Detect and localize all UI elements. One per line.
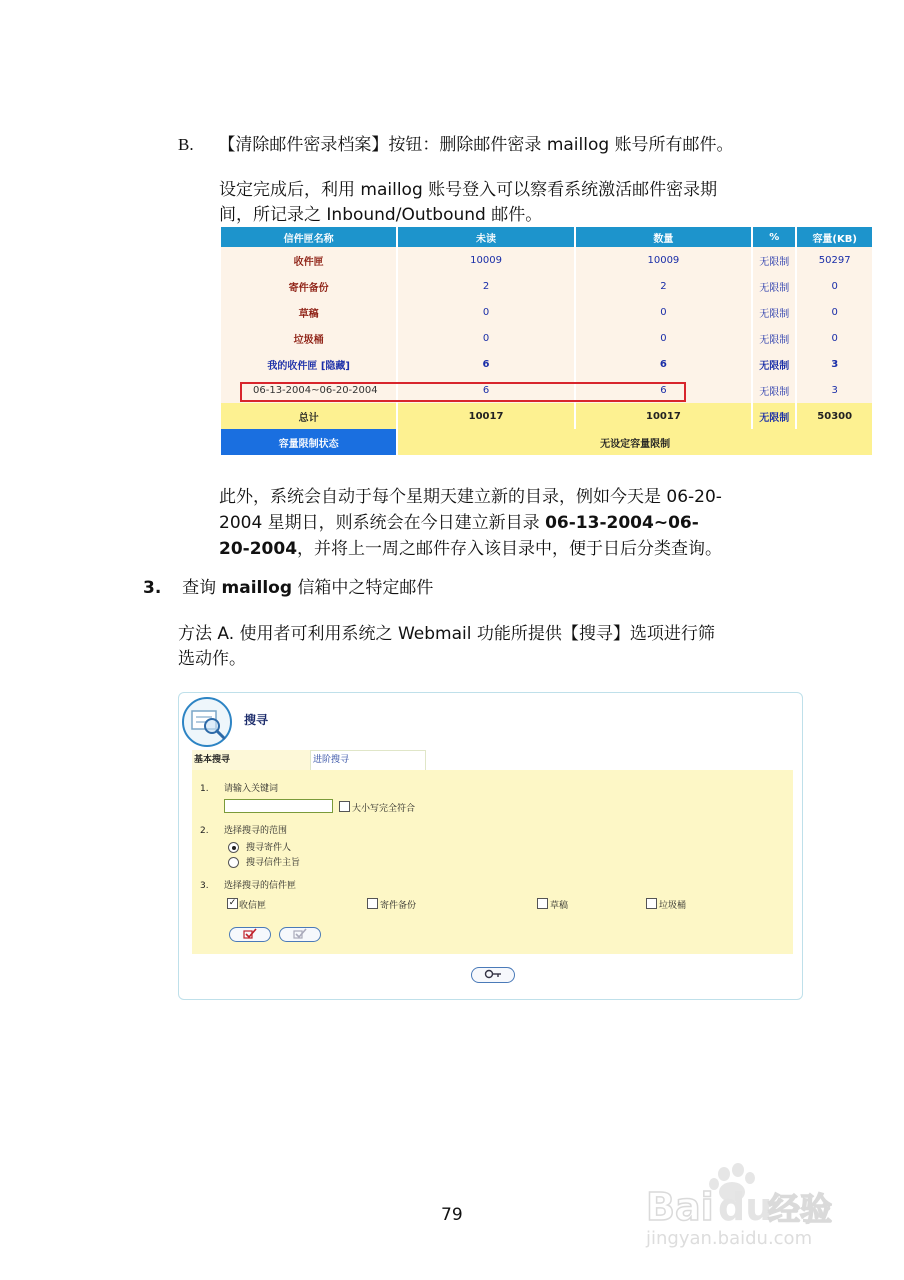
intro-text-end: 账号登入可以察看系统激活邮件密录期 (428, 180, 718, 200)
section-3-text-end: 信箱中之特定邮件 (297, 578, 434, 598)
method-a-line-2: 选动作。 (178, 649, 246, 669)
svg-text:经验: 经验 (768, 1190, 833, 1228)
search-title: 搜寻 (244, 713, 269, 727)
table-row (221, 299, 872, 325)
auto-folder-line-1: 此外，系统会自动于每个星期天建立新的目录，例如今天是 06-20- (219, 487, 722, 507)
section-3-number: 3. (143, 578, 162, 598)
folder-label-inbox: 收信匣 (239, 901, 267, 911)
highlight-box (240, 382, 686, 402)
percent-cell: 无限制 (753, 377, 795, 403)
step-2-label: 选择搜寻的范围 (224, 826, 288, 836)
svg-text:du: du (718, 1185, 773, 1229)
folder-label-trash: 垃圾桶 (659, 901, 687, 911)
svg-text:Bai: Bai (646, 1185, 714, 1229)
step-1-label: 请输入关键词 (224, 784, 279, 794)
table-row (221, 273, 872, 299)
uncheck-all-icon (293, 928, 307, 940)
folder-label-sent: 寄件备份 (380, 901, 417, 911)
col-header-size: 容量(KB) (797, 227, 872, 247)
method-a-line-1: 方法 A. 使用者可利用系统之 Webmail 功能所提供【搜寻】选项进行筛 (178, 624, 715, 644)
radio-subject-label: 搜寻信件主旨 (246, 858, 301, 868)
unread-cell: 0 (398, 299, 573, 325)
size-cell: 50297 (797, 247, 872, 273)
folder-name-link[interactable]: 收件匣 (221, 247, 396, 273)
unread-cell: 2 (398, 273, 573, 299)
radio-search-subject[interactable] (228, 857, 239, 868)
table-header-row (221, 227, 872, 247)
col-header-count: 数量 (576, 227, 751, 247)
baidu-watermark (640, 1160, 855, 1250)
percent-cell: 无限制 (753, 299, 795, 325)
folder-checkbox-sent[interactable] (367, 898, 378, 909)
intro-account: maillog (360, 180, 423, 200)
tab-advanced-search[interactable]: 进阶搜寻 (310, 750, 426, 770)
page-number: 79 (441, 1205, 463, 1225)
col-header-percent: % (753, 227, 795, 247)
count-cell: 0 (576, 325, 751, 351)
size-cell: 0 (797, 299, 872, 325)
count-cell: 10009 (576, 247, 751, 273)
select-all-button[interactable] (229, 927, 271, 942)
folder-range-bold: 06-13-2004~06- (545, 513, 699, 533)
table-row-quota (221, 429, 872, 455)
folder-range-bold-end: 20-2004 (219, 539, 298, 559)
method-a-paragraph (178, 622, 778, 672)
clear-all-button[interactable] (279, 927, 321, 942)
section-b-account: maillog (546, 135, 610, 155)
intro-paragraph (219, 178, 779, 228)
step-1-number: 1. (200, 784, 209, 794)
count-cell: 2 (576, 273, 751, 299)
table-row (221, 325, 872, 351)
folder-name-link[interactable]: 06-13-2004~06-20-2004 (221, 377, 396, 403)
unread-cell: 10009 (398, 247, 573, 273)
table-row-total (221, 403, 872, 429)
quota-label: 容量限制状态 (221, 429, 396, 455)
radio-sender-label: 搜寻寄件人 (246, 843, 292, 853)
section-b-line (178, 132, 734, 158)
tab-basic-search[interactable]: 基本搜寻 (192, 750, 312, 770)
size-cell: 0 (797, 325, 872, 351)
section-b-text: 【清除邮件密录档案】按钮：删除邮件密录 (218, 135, 542, 155)
unread-cell: 10017 (398, 403, 573, 429)
step-2-number: 2. (200, 826, 209, 836)
percent-cell: 无限制 (753, 351, 795, 377)
section-b-text-end: 账号所有邮件。 (614, 135, 734, 155)
intro-line-1 (219, 178, 779, 203)
percent-cell: 无限制 (753, 403, 795, 429)
step-3-number: 3. (200, 881, 209, 891)
step-3-label: 选择搜寻的信件匣 (224, 881, 297, 891)
percent-cell: 无限制 (753, 273, 795, 299)
auto-folder-line-3 (219, 536, 779, 562)
unread-cell: 0 (398, 325, 573, 351)
count-cell: 10017 (576, 403, 751, 429)
auto-folder-line-2 (219, 510, 779, 536)
table-row (221, 247, 872, 273)
size-cell: 0 (797, 273, 872, 299)
folder-name-link[interactable]: 垃圾桶 (221, 325, 396, 351)
unread-cell: 6 (398, 351, 573, 377)
folder-name-link[interactable]: 我的收件匣 [隐藏] (221, 351, 396, 377)
col-header-folder: 信件匣名称 (221, 227, 396, 247)
total-label: 总计 (221, 403, 396, 429)
folder-name-link[interactable]: 草稿 (221, 299, 396, 325)
key-search-icon (483, 968, 503, 980)
baidu-paw-logo-icon (640, 1160, 855, 1250)
percent-cell: 无限制 (753, 247, 795, 273)
auto-folder-text-end: ，并将上一周之邮件存入该目录中，便于日后分类查询。 (297, 539, 723, 559)
search-submit-button[interactable] (471, 967, 515, 983)
col-header-unread: 未读 (398, 227, 573, 247)
folder-label-drafts: 草稿 (550, 901, 569, 911)
auto-folder-paragraph (219, 484, 779, 562)
auto-folder-text: 2004 星期日，则系统会在今日建立新目录 (219, 513, 546, 533)
section-3-account: maillog (221, 578, 293, 598)
svg-text:jingyan.baidu.com: jingyan.baidu.com (646, 1228, 813, 1249)
size-cell: 3 (797, 377, 872, 403)
size-cell: 3 (797, 351, 872, 377)
match-case-checkbox[interactable] (339, 801, 350, 812)
section-3-text: 查询 (182, 578, 217, 598)
radio-search-sender[interactable] (228, 842, 239, 853)
section-3-heading (143, 576, 433, 601)
quota-value: 无设定容量限制 (398, 429, 872, 455)
match-case-label: 大小写完全符合 (352, 804, 416, 814)
mailbox-table (219, 227, 874, 455)
folder-checkbox-drafts[interactable] (537, 898, 548, 909)
section-b-marker: B. (178, 135, 194, 154)
keyword-input[interactable] (224, 799, 333, 813)
size-cell: 50300 (797, 403, 872, 429)
search-magnifier-icon (182, 697, 232, 747)
intro-text: 设定完成后，利用 (219, 180, 355, 200)
folder-checkbox-trash[interactable] (646, 898, 657, 909)
percent-cell: 无限制 (753, 325, 795, 351)
folder-name-link[interactable]: 寄件备份 (221, 273, 396, 299)
count-cell: 6 (576, 351, 751, 377)
check-all-icon (243, 928, 257, 940)
unread-cell: 6 (398, 377, 573, 403)
table-row-my-inbox (221, 351, 872, 377)
count-cell: 0 (576, 299, 751, 325)
count-cell: 6 (576, 377, 751, 403)
intro-line-2: 间，所记录之 Inbound/Outbound 邮件。 (219, 205, 543, 225)
folder-checkbox-inbox[interactable]: ✓ (228, 898, 237, 908)
